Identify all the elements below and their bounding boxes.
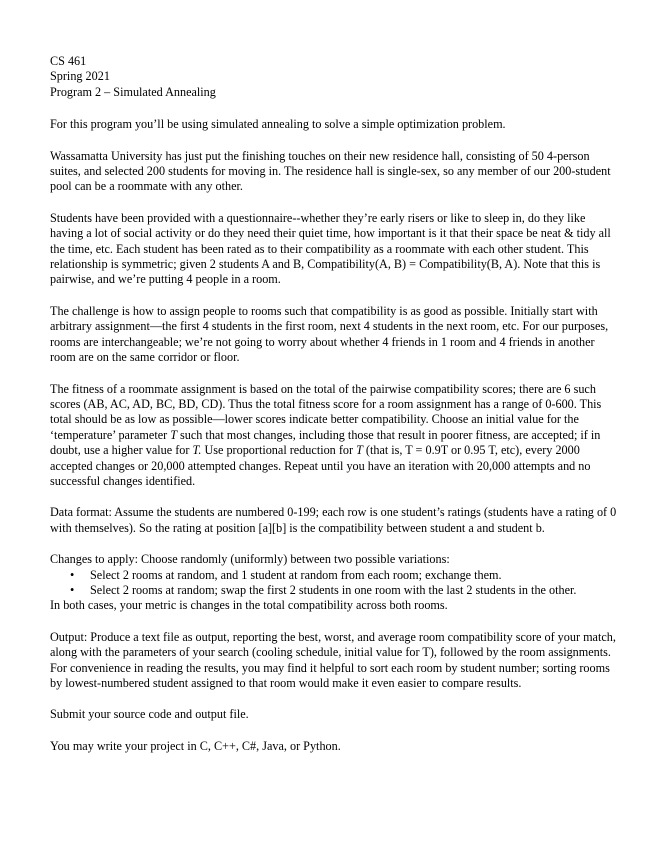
document-page <box>50 54 620 770</box>
fitness-text-4: (that is, T = 0.9T or 0.95 T, etc), every 2000 accepted changes or 20,000 attempted changes. Repeat until you have an iteration with 20,000 attempts and no successful changes identified. <box>50 443 591 488</box>
temperature-symbol: T <box>356 443 363 458</box>
intro-paragraph: For this program you’ll be using simulated annealing to solve a simple optimization problem. <box>50 117 506 132</box>
bullet-icon: • <box>70 567 75 582</box>
temperature-symbol: T. <box>192 443 202 458</box>
challenge-paragraph: The challenge is how to assign people to rooms such that compatibility is as good as possible. Initially start with arbitrary assignment—the first 4 students in the first room, next 4 students in the next room, etc. For our purposes, rooms are interchangeable; we’re not going to worry about whether 4 friends in 1 room and 4 friends in another room are on the same corridor or floor. <box>50 303 609 365</box>
list-item <box>70 582 620 598</box>
fitness-text-1: The fitness of a roommate assignment is based on the total of the pairwise compatibility scores; there are 6 such scores (AB, AC, AD, BC, BD, CD). Thus the total fitness score for a room assignment has a range of 0-600. This total should be as low as possible—lower scores indicate better compatibility. Choose an initial value for the ‘temperature’ parameter <box>50 381 602 442</box>
changes-outro: In both cases, your metric is changes in the total compatibility across both rooms. <box>50 598 448 613</box>
list-item-text: Select 2 rooms at random, and 1 student at random from each room; exchange them. <box>90 567 502 582</box>
list-item-text: Select 2 rooms at random; swap the first 2 students in one room with the last 2 students in the other. <box>90 582 577 597</box>
bullet-icon: • <box>70 582 75 597</box>
course-code: CS 461 <box>50 54 87 68</box>
languages-paragraph: You may write your project in C, C++, C#, Java, or Python. <box>50 738 341 753</box>
term: Spring 2021 <box>50 69 110 84</box>
output-paragraph: Output: Produce a text file as output, reporting the best, worst, and average room compatibility score of your match, along with the parameters of your search (cooling schedule, initial value for T), followed by the room assignments. For convenience in reading the results, you may find it helpful to sort each room by student number; sorting rooms by lowest-numbered student assigned to that room would make it even easier to compare results. <box>50 629 616 690</box>
data-format-paragraph: Data format: Assume the students are numbered 0-199; each row is one student’s ratings (students have a rating of 0 with themselves). So the rating at position [a][b] is the compatibility between student a and student b. <box>50 505 617 535</box>
university-paragraph: Wassamatta University has just put the finishing touches on their new residence hall, consisting of 50 4-person suites, and selected 200 students for moving in. The residence hall is single-sex, so any member of our 200-student pool can be a roommate with any other. <box>50 148 611 194</box>
fitness-paragraph <box>50 382 620 490</box>
changes-list <box>50 568 620 599</box>
document-header <box>50 54 620 100</box>
submit-paragraph: Submit your source code and output file. <box>50 707 249 722</box>
temperature-symbol: T <box>170 427 177 442</box>
changes-intro: Changes to apply: Choose randomly (uniformly) between two possible variations: <box>50 552 450 567</box>
questionnaire-paragraph: Students have been provided with a questionnaire--whether they’re early risers or like to sleep in, do they like having a lot of social activity or do they need their quiet time, how important is it that their space be neat & tidy all the time, etc. Each student has been rated as to their compatibility as a roommate with each other student. This relationship is symmetric; given 2 students A and B, Compatibility(A, B) = Compatibility(B, A). Note that this is pairwise, and we’re putting 4 people in a room. <box>50 210 611 287</box>
fitness-text-2: such that most changes, including those that result in poorer fitness, are accepted; if in doubt, use a higher value for <box>50 427 601 458</box>
changes-section <box>50 552 620 614</box>
fitness-text-3: Use proportional reduction for <box>201 443 357 458</box>
assignment-title: Program 2 – Simulated Annealing <box>50 84 216 99</box>
list-item <box>70 567 620 583</box>
